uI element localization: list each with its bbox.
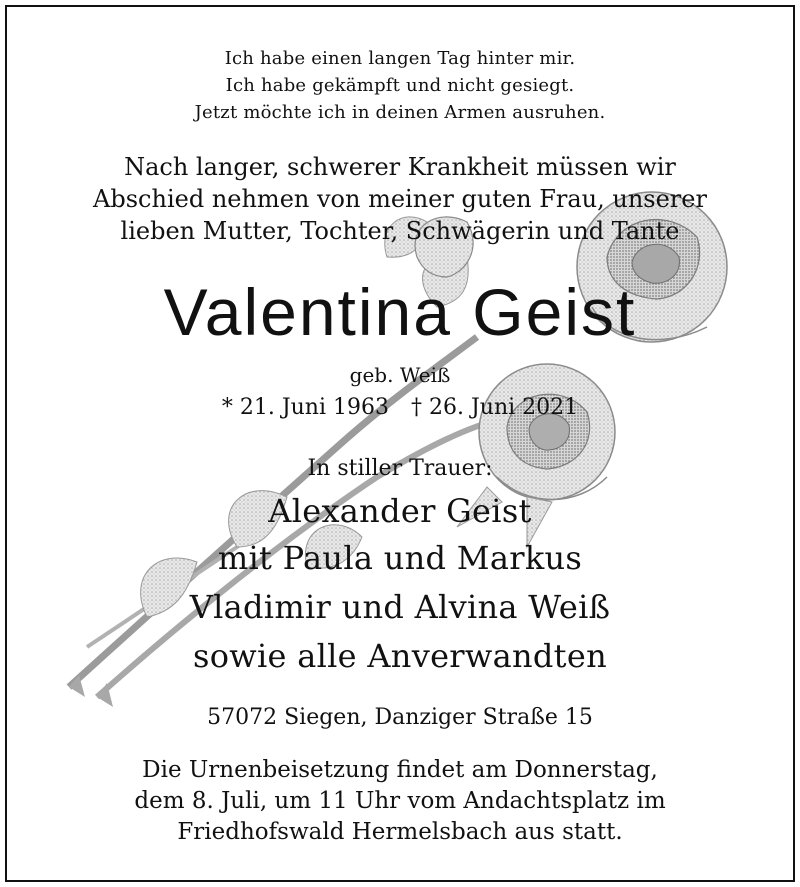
notice-line-1: Die Urnenbeisetzung findet am Donnerstag, bbox=[142, 757, 658, 783]
intro-line-3: lieben Mutter, Tochter, Schwägerin und Tante bbox=[120, 217, 680, 245]
mourner-line-1: Alexander Geist bbox=[268, 492, 532, 530]
mourner-line-3: Vladimir und Alvina Weiß bbox=[189, 588, 611, 626]
poem-line-2: Ich habe gekämpft und nicht gesiegt. bbox=[225, 75, 575, 96]
deceased-name: Valentina Geist bbox=[163, 275, 637, 349]
mourner-line-4: sowie alle Anverwandten bbox=[193, 637, 607, 675]
intro-line-2: Abschied nehmen von meiner guten Frau, unserer bbox=[93, 185, 707, 213]
birth-date: * 21. Juni 1963 bbox=[221, 395, 389, 420]
notice-line-2: dem 8. Juli, um 11 Uhr vom Andachtsplatz im bbox=[134, 788, 666, 814]
notice-line-3: Friedhofswald Hermelsbach aus statt. bbox=[177, 819, 623, 845]
poem-line-1: Ich habe einen langen Tag hinter mir. bbox=[224, 48, 576, 69]
intro-line-1: Nach langer, schwerer Krankheit müssen wir bbox=[124, 153, 676, 181]
life-dates bbox=[7, 397, 793, 419]
birth-name: geb. Weiß bbox=[349, 363, 451, 387]
obituary-text bbox=[7, 7, 793, 880]
mourning-intro: In stiller Trauer: bbox=[307, 456, 493, 481]
address: 57072 Siegen, Danziger Straße 15 bbox=[207, 705, 593, 730]
mourner-line-2: mit Paula und Markus bbox=[217, 539, 583, 577]
death-date: † 26. Juni 2021 bbox=[411, 395, 579, 420]
obituary-card bbox=[5, 5, 795, 882]
poem-line-3: Jetzt möchte ich in deinen Armen ausruhen. bbox=[194, 102, 606, 123]
